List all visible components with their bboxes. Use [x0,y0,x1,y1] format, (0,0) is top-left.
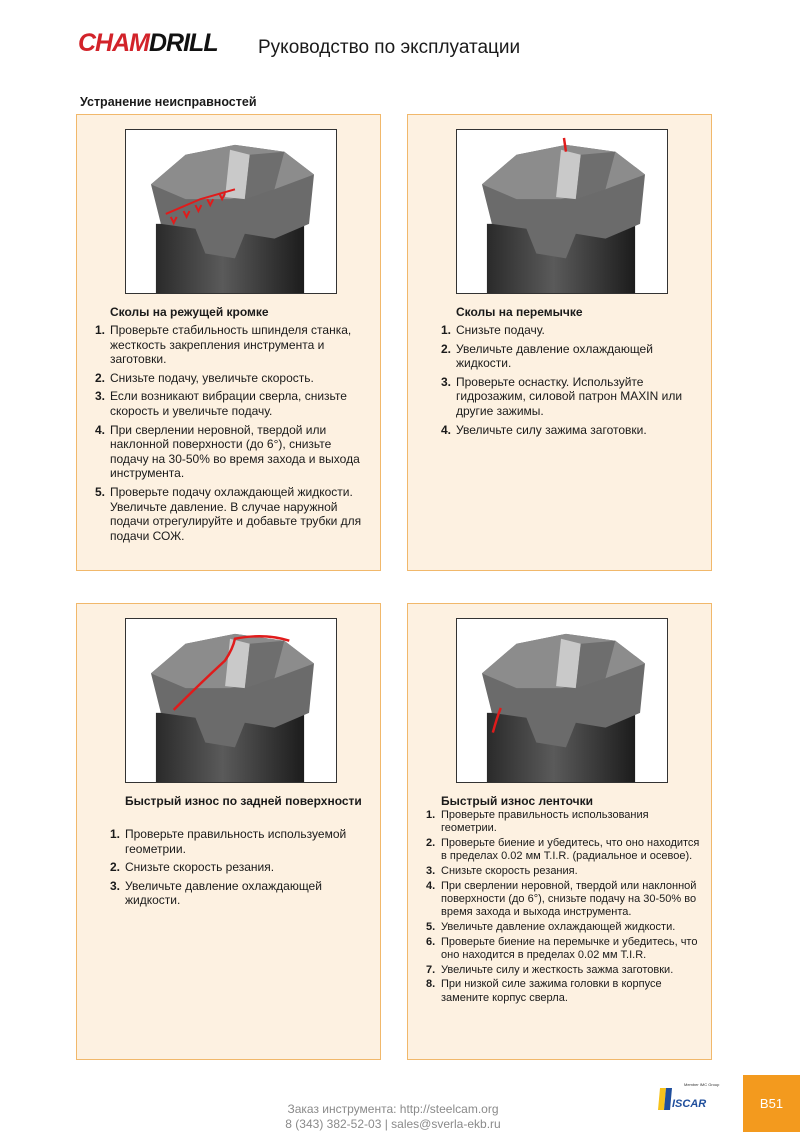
list-item [426,865,706,878]
steps-list [95,323,367,547]
step-text: Снизьте подачу. [456,323,545,337]
page-title: Руководство по эксплуатации [258,37,521,58]
step-text: Проверьте стабильность шпинделя станка, жесткость закрепления инструмента и заготовки. [110,323,352,367]
list-item [426,921,706,934]
step-number: 2. [426,837,436,849]
step-text: Снизьте подачу, увеличьте скорость. [110,370,314,385]
step-text: При сверлении неровной, твердой или наклонной поверхности (до 6°), снизьте подачу на 30-50% во время захода и выхода инструмента. [441,879,697,919]
step-number: 4. [426,879,436,892]
list-item [110,827,372,856]
chamdrill-logo [78,30,218,56]
drill-image-frame [125,618,337,783]
page-number-tab [743,1075,800,1132]
drill-head-chisel-chipping-icon [457,130,667,293]
step-number: 1. [95,323,106,337]
panel-chisel-chipping [407,114,712,571]
step-text: Проверьте биение и убедитесь, что оно находится в пределах 0.02 мм T.I.R. (радиальное и осевое). [441,837,700,863]
step-number: 5. [95,484,106,499]
panel-edge-chipping [76,114,381,571]
step-number: 1. [110,827,121,841]
step-number: 3. [441,374,452,389]
footer-order-link[interactable]: Заказ инструмента: http://steelcam.org [287,1102,499,1116]
step-number: 2. [441,341,452,356]
list-item [95,323,367,367]
step-number: 4. [95,422,106,437]
step-text: Проверьте биение на перемычке и убедитесь, что оно находится в пределах 0.02 мм T.I.R. [441,935,698,961]
steps-list [110,827,372,912]
list-item [426,936,706,963]
step-text: Увеличьте силу и жесткость зажма заготовки. [441,963,674,976]
step-text: Проверьте правильность использования геометрии. [441,809,649,835]
step-text: При низкой силе зажима головки в корпусе замените корпус сверла. [441,978,662,1004]
list-item [426,978,706,1005]
step-number: 7. [426,963,436,976]
steps-list [426,809,706,1006]
step-text: Увеличьте силу зажима заготовки. [456,422,647,437]
step-number: 8. [426,978,436,991]
list-item [110,860,372,875]
panel-flank-wear [76,603,381,1060]
step-number: 3. [110,878,121,893]
panel-title: Быстрый износ ленточки [441,794,593,808]
list-item [441,342,703,371]
panel-margin-wear [407,603,712,1060]
step-number: 2. [110,860,121,875]
step-number: 6. [426,935,436,948]
step-text: Увеличьте давление охлаждающей жидкости. [125,878,322,908]
logo-part-cham: CHAM [78,29,149,57]
page-number: B51 [759,1096,784,1111]
list-item [426,880,706,920]
step-text: Если возникают вибрации сверла, снизьте скорость и увеличьте подачу. [110,389,347,418]
step-number: 1. [441,323,452,337]
panel-title: Быстрый износ по задней поверхности [125,794,362,808]
step-number: 4. [441,422,452,437]
step-text: Проверьте подачу охлаждающей жидкости. Увеличьте давление. В случае наружной подачи отрегулируйте и добавьте трубки для подачи СОЖ. [110,484,362,543]
section-title: Устранение неисправностей [80,95,257,109]
list-item [95,389,367,418]
drill-head-flank-wear-icon [126,619,336,782]
list-item [441,323,703,338]
step-text: Проверьте оснастку. Используйте гидрозажим, силовой патрон MAXIN или другие зажимы. [456,374,683,418]
iscar-member-text: Member IMC Group [684,1082,720,1087]
drill-head-margin-wear-icon [457,619,667,782]
list-item [441,375,703,419]
list-item [95,371,367,386]
drill-image-frame [456,129,668,294]
list-item [426,964,706,977]
drill-head-edge-chipping-icon [126,130,336,293]
list-item [95,485,367,543]
step-text: Увеличьте давление охлаждающей жидкости. [456,341,653,371]
step-text: Снизьте скорость резания. [125,860,275,875]
step-number: 2. [95,370,106,385]
list-item [426,809,706,836]
logo-part-drill: DRILL [149,29,218,57]
step-text: Увеличьте давление охлаждающей жидкости. [441,921,676,933]
step-text: Снизьте скорость резания. [441,865,578,877]
iscar-logo-text: ISCAR [672,1098,707,1110]
list-item [110,879,372,908]
list-item [441,423,703,438]
step-text: Проверьте правильность используемой геометрии. [125,827,347,856]
steps-list [441,323,703,441]
footer-contact[interactable]: 8 (343) 382-52-03 | sales@sverla-ekb.ru [285,1117,501,1131]
drill-image-frame [125,129,337,294]
step-number: 3. [426,865,436,877]
list-item [95,423,367,481]
list-item [426,837,706,864]
step-number: 1. [426,809,436,821]
step-number: 5. [426,921,436,933]
drill-image-frame [456,618,668,783]
step-text: При сверлении неровной, твердой или наклонной поверхности (до 6°), снизьте подачу на 30-50% во время захода и выхода инструмента. [110,422,360,481]
iscar-logo-icon [656,1080,720,1114]
panel-title: Сколы на перемычке [456,305,583,319]
panel-title: Сколы на режущей кромке [110,305,269,319]
step-number: 3. [95,389,106,404]
